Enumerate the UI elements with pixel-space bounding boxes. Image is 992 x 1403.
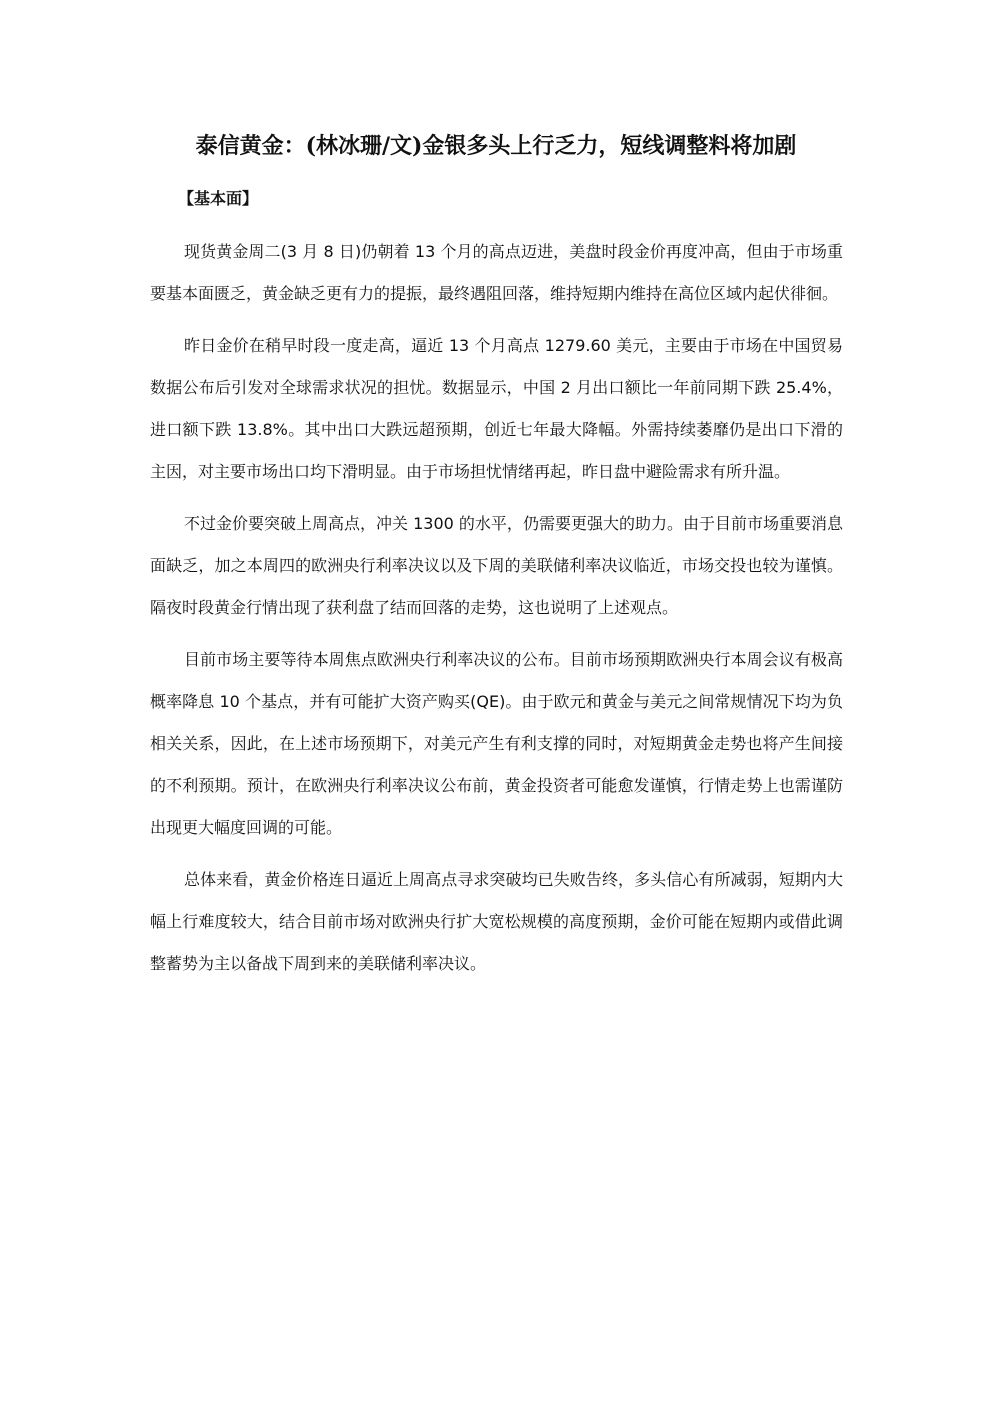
paragraph: 昨日金价在稍早时段一度走高，逼近 13 个月高点 1279.60 美元，主要由于市场在中国贸易数据公布后引发对全球需求状况的担忧。数据显示，中国 2 月出口额比一年前同期下跌 25.4%，进口额下跌 13.8%。其中出口大跌远超预期，创近七年最大降幅。外需持续萎靡仍是出口下滑的主因，对主要市场出口均下滑明显。由于市场担忧情绪再起，昨日盘中避险需求有所升温。	[150, 336, 843, 481]
paragraph: 现货黄金周二(3 月 8 日)仍朝着 13 个月的高点迈进，美盘时段金价再度冲高，但由于市场重要基本面匮乏，黄金缺乏更有力的提振，最终遇阻回落，维持短期内维持在高位区域内起伏徘徊。	[150, 242, 843, 303]
paragraph: 不过金价要突破上周高点，冲关 1300 的水平，仍需要更强大的助力。由于目前市场重要消息面缺乏，加之本周四的欧洲央行利率决议以及下周的美联储利率决议临近，市场交投也较为谨慎。隔夜时段黄金行情出现了获利盘了结而回落的走势，这也说明了上述观点。	[150, 514, 843, 617]
paragraph: 总体来看，黄金价格连日逼近上周高点寻求突破均已失败告终，多头信心有所减弱，短期内大幅上行难度较大，结合目前市场对欧洲央行扩大宽松规模的高度预期，金价可能在短期内或借此调整蓄势为主以备战下周到来的美联储利率决议。	[150, 870, 843, 973]
paragraph: 目前市场主要等待本周焦点欧洲央行利率决议的公布。目前市场预期欧洲央行本周会议有极高概率降息 10 个基点，并有可能扩大资产购买(QE)。由于欧元和黄金与美元之间常规情况下均为负相关关系，因此，在上述市场预期下，对美元产生有利支撑的同时，对短期黄金走势也将产生间接的不利预期。预计，在欧洲央行利率决议公布前，黄金投资者可能愈发谨慎，行情走势上也需谨防出现更大幅度回调的可能。	[150, 650, 843, 837]
article-body	[150, 231, 843, 995]
section-heading: 【基本面】	[178, 189, 259, 208]
document-title: 泰信黄金：(林冰珊/文)金银多头上行乏力，短线调整料将加剧	[195, 133, 797, 159]
